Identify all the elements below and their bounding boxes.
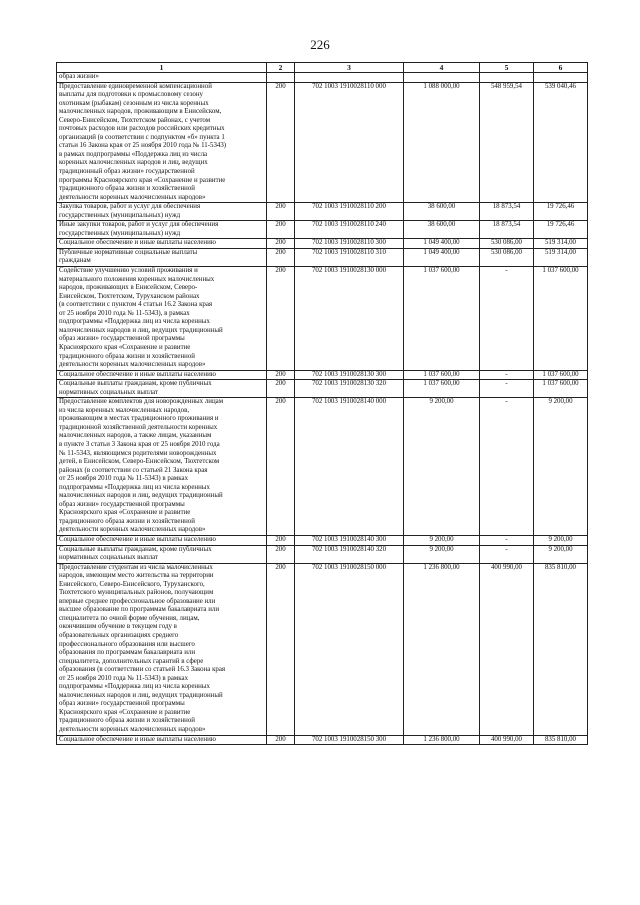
row-executed-cell <box>480 248 534 266</box>
row-remainder-cell <box>534 221 588 239</box>
row-remainder-cell-text: 519 314,00 <box>544 239 576 247</box>
row-classification-cell-text: 702 1003 1910028140 000 <box>311 398 387 406</box>
row-remainder-cell-text: 539 040,46 <box>544 82 576 90</box>
row-code-cell-text: 200 <box>275 545 286 553</box>
table-row <box>57 203 588 221</box>
row-executed-cell <box>480 370 534 380</box>
row-code-cell-text: 200 <box>275 248 286 256</box>
row-executed-cell <box>480 545 534 563</box>
row-amount-cell <box>404 82 480 203</box>
row-classification-cell-text: 702 1003 1910028110 200 <box>312 203 386 211</box>
row-name-cell-text: Публичные нормативные социальные выплаты гражданам <box>59 248 198 265</box>
row-remainder-cell <box>534 203 588 221</box>
row-classification-cell-text: 702 1003 1910028150 300 <box>311 735 387 743</box>
row-classification-cell-text: 702 1003 1910028130 300 <box>311 370 387 378</box>
row-name-cell <box>57 370 267 380</box>
row-remainder-cell <box>534 239 588 249</box>
row-executed-cell <box>480 73 534 83</box>
row-name-cell <box>57 221 267 239</box>
row-name-cell <box>57 239 267 249</box>
row-remainder-cell-text: 1 037 600,00 <box>542 380 579 388</box>
row-remainder-cell <box>534 370 588 380</box>
row-classification-cell <box>295 563 404 735</box>
row-name-cell-text: Закупка товаров, работ и услуг для обеспечения государственных (муниципальных) нужд <box>59 203 201 219</box>
row-classification-cell-text: 702 1003 1910028110 000 <box>312 82 386 90</box>
table-row <box>57 73 588 83</box>
row-executed-cell-text: 18 873,54 <box>492 203 521 211</box>
row-executed-cell-text: 548 959,54 <box>490 82 522 90</box>
row-classification-cell-text: 702 1003 1910028130 320 <box>311 380 387 388</box>
row-amount-cell-text: 9 200,00 <box>429 398 454 406</box>
row-name-cell <box>57 267 267 371</box>
row-executed-cell <box>480 267 534 371</box>
row-code-cell-text: 200 <box>275 370 286 378</box>
row-name-cell <box>57 73 267 83</box>
row-amount-cell-text: 1 049 400,00 <box>423 239 460 247</box>
row-amount-cell-text: 1 088 000,00 <box>423 82 460 90</box>
row-remainder-cell-text: 9 200,00 <box>548 545 573 553</box>
row-executed-cell <box>480 221 534 239</box>
row-name-cell-text: Предоставление комплектов для новорожденных лицам из числа коренных малочисленных народов, проживающим в местах традиционного проживания и традиционной хозяйственной деятельности коренных малочисленных народов, а также лицам, указанным в пункте 3 статьи 3 Закона края от 25 ноября 2010 года № 11-5343, являющимся родителями новорожденных детей, в Енисейском, Северо-Енисейском, Тюхтетском районах (в соответствии со статьей 21 Закона края от 25 ноября 2010 года № 11-5343) в рамках подпрограммы «Поддержка лиц из числа коренных малочисленных народов и лиц, ведущих традиционный образ жизни» государственной программы Красноярского края «Сохранение и развитие традиционного образа жизни и хозяйственной деятельности коренных малочисленных народов» <box>59 398 224 534</box>
row-amount-cell-text: 1 037 600,00 <box>423 380 460 388</box>
row-remainder-cell-text: 835 810,00 <box>544 563 576 571</box>
header-col-4: 4 <box>404 63 480 73</box>
row-remainder-cell <box>534 735 588 745</box>
row-remainder-cell <box>534 535 588 545</box>
row-amount-cell-text: 9 200,00 <box>429 545 454 553</box>
row-amount-cell-text: 9 200,00 <box>429 535 454 543</box>
row-executed-cell-text: - <box>505 398 508 406</box>
row-classification-cell-text: 702 1003 1910028150 000 <box>311 563 387 571</box>
row-amount-cell <box>404 203 480 221</box>
row-name-cell-text: Социальное обеспечение и иные выплаты населению <box>59 239 216 247</box>
row-executed-cell-text: 400 990,00 <box>490 563 522 571</box>
row-executed-cell <box>480 535 534 545</box>
row-name-cell-text: Предоставление студентам из числа малочисленных народов, имеющим место жительства на территории Енисейского, Северо-Енисейского, Туруханского, Тюхтетского муниципальных районов, получающим впервые среднее профессиональное образование или высшее образование по программам бакалавриата или специалитета по очной форме обучения, лицам, окончившим обучение в текущем году в образовательных организациях среднего профессионального образования или высшего образования по программам бакалавриата или специалитета, дополнительных гарантий в сфере образования (в соответствии со статьей 16.3 Закона края от 25 ноября 2010 года № 11-5343) в рамках подпрограммы «Поддержка лиц из числа коренных малочисленных народов и лиц, ведущих традиционный образ жизни» государственной программы Красноярского края «Сохранение и развитие традиционного образа жизни и хозяйственной деятельности коренных малочисленных народов» <box>59 563 226 734</box>
row-name-cell <box>57 563 267 735</box>
page-number: 226 <box>310 37 330 52</box>
row-classification-cell <box>295 267 404 371</box>
row-code-cell <box>267 82 295 203</box>
row-classification-cell <box>295 221 404 239</box>
table-row <box>57 82 588 203</box>
row-remainder-cell <box>534 398 588 536</box>
row-name-cell-text: образ жизни» <box>59 73 99 80</box>
row-code-cell <box>267 248 295 266</box>
row-name-cell-text: Социальные выплаты гражданам, кроме публичных нормативных социальных выплат <box>59 545 212 562</box>
table-header-row <box>57 63 588 73</box>
row-name-cell-text: Социальное обеспечение и иные выплаты населению <box>59 535 216 543</box>
row-name-cell <box>57 380 267 398</box>
table-row <box>57 563 588 735</box>
row-code-cell-text: 200 <box>275 203 286 211</box>
row-executed-cell-text: 530 086,00 <box>490 248 522 256</box>
row-executed-cell-text: - <box>505 535 508 543</box>
row-classification-cell-text: 702 1003 1910028110 240 <box>312 221 386 229</box>
row-name-cell <box>57 398 267 536</box>
table-row <box>57 545 588 563</box>
row-classification-cell <box>295 248 404 266</box>
row-executed-cell-text: 18 873,54 <box>492 221 521 229</box>
row-remainder-cell <box>534 82 588 203</box>
row-amount-cell <box>404 267 480 371</box>
row-name-cell <box>57 248 267 266</box>
row-code-cell-text: 200 <box>275 563 286 571</box>
row-name-cell-text: Социальное обеспечение и иные выплаты населению <box>59 370 216 378</box>
row-classification-cell <box>295 380 404 398</box>
row-amount-cell-text: 38 600,00 <box>427 203 456 211</box>
row-amount-cell-text: 1 236 800,00 <box>423 563 460 571</box>
row-name-cell-text: Социальное обеспечение и иные выплаты населению <box>59 735 216 743</box>
row-executed-cell <box>480 563 534 735</box>
row-code-cell <box>267 203 295 221</box>
row-name-cell <box>57 735 267 745</box>
row-amount-cell <box>404 248 480 266</box>
row-amount-cell <box>404 370 480 380</box>
row-code-cell <box>267 545 295 563</box>
row-amount-cell-text: 1 037 600,00 <box>423 370 460 378</box>
row-name-cell-text: Содействие улучшению условий проживания и материального положения коренных малочисленных народов, проживающих в Енисейском, Северо- Енисейском, Тюхтетском, Туруханском районах (в соответствии с пунктом 4 статьи 16.2 Закона края от 25 ноября 2010 года № 11-5343), в рамках подпрограммы «Поддержка лиц из числа коренных малочисленных народов и лиц, ведущих традиционный образ жизни» государственной программы Красноярского края «Сохранение и развитие традиционного образа жизни и хозяйственной деятельности коренных малочисленных народов» <box>59 267 223 369</box>
row-classification-cell <box>295 203 404 221</box>
header-col-1: 1 <box>57 63 267 73</box>
row-amount-cell-text: 1 049 400,00 <box>423 248 460 256</box>
row-classification-cell <box>295 535 404 545</box>
row-code-cell-text: 200 <box>275 239 286 247</box>
row-amount-cell <box>404 735 480 745</box>
row-remainder-cell-text: 19 726,46 <box>546 203 575 211</box>
row-classification-cell-text: 702 1003 1910028140 320 <box>311 545 387 553</box>
table-row <box>57 535 588 545</box>
row-code-cell-text: 200 <box>275 267 286 275</box>
row-executed-cell <box>480 82 534 203</box>
row-name-cell-text: Иные закупки товаров, работ и услуг для обеспечения государственных (муниципальных) нужд <box>59 221 219 237</box>
row-amount-cell <box>404 380 480 398</box>
row-classification-cell-text: 702 1003 1910028130 000 <box>311 267 387 275</box>
row-executed-cell-text: 400 990,00 <box>490 735 522 743</box>
row-name-cell-text: Предоставление единовременной компенсационной выплаты для подготовки к промысловому сезону охотникам (рыбакам) сезонным из числа коренных малочисленных народов, проживающим в Енисейском, Северо-Енисейском, Тюхтетском районах, с учетом почтовых расходов или расходов российских кредитных организаций (в соответствии с подпунктом «б» пункта 1 статьи 16 Закона края от 25 ноября 2010 года № 11-5343) в рамках подпрограммы «Поддержка лиц из числа коренных малочисленных народов и лиц, ведущих традиционный образ жизни» государственной программы Красноярского края «Сохранение и развитие традиционного образа жизни и хозяйственной деятельности коренных малочисленных народов» <box>59 82 227 201</box>
row-remainder-cell-text: 519 314,00 <box>544 248 576 256</box>
row-classification-cell <box>295 735 404 745</box>
row-executed-cell-text: 530 086,00 <box>490 239 522 247</box>
header-col-3: 3 <box>295 63 404 73</box>
row-amount-cell <box>404 563 480 735</box>
row-name-cell-text: Социальные выплаты гражданам, кроме публичных нормативных социальных выплат <box>59 380 212 396</box>
table-row <box>57 267 588 371</box>
row-classification-cell-text: 702 1003 1910028140 300 <box>311 535 387 543</box>
row-classification-cell-text: 702 1003 1910028110 310 <box>312 248 386 256</box>
row-amount-cell <box>404 545 480 563</box>
row-amount-cell <box>404 221 480 239</box>
row-code-cell <box>267 370 295 380</box>
row-code-cell <box>267 563 295 735</box>
table-row <box>57 380 588 398</box>
row-remainder-cell-text: 9 200,00 <box>548 535 573 543</box>
table-row <box>57 735 588 745</box>
row-remainder-cell-text: 1 037 600,00 <box>542 370 579 378</box>
row-amount-cell <box>404 398 480 536</box>
table-row <box>57 239 588 249</box>
budget-table <box>56 62 588 745</box>
table-row <box>57 248 588 266</box>
row-remainder-cell-text: 1 037 600,00 <box>542 267 579 275</box>
row-amount-cell-text: 38 600,00 <box>427 221 456 229</box>
row-remainder-cell <box>534 248 588 266</box>
row-classification-cell-text: 702 1003 1910028110 300 <box>312 239 386 247</box>
row-code-cell <box>267 735 295 745</box>
row-code-cell <box>267 221 295 239</box>
row-code-cell <box>267 380 295 398</box>
row-amount-cell <box>404 535 480 545</box>
row-executed-cell <box>480 735 534 745</box>
row-remainder-cell <box>534 380 588 398</box>
row-remainder-cell-text: 19 726,46 <box>546 221 575 229</box>
row-executed-cell <box>480 380 534 398</box>
row-classification-cell <box>295 370 404 380</box>
row-code-cell <box>267 73 295 83</box>
row-remainder-cell <box>534 267 588 371</box>
table-row <box>57 370 588 380</box>
table-body <box>57 73 588 745</box>
header-col-5: 5 <box>480 63 534 73</box>
row-executed-cell <box>480 239 534 249</box>
header-col-2: 2 <box>267 63 295 73</box>
row-name-cell <box>57 203 267 221</box>
row-amount-cell <box>404 239 480 249</box>
row-code-cell <box>267 267 295 371</box>
row-remainder-cell-text: 835 810,00 <box>544 735 576 743</box>
row-name-cell <box>57 82 267 203</box>
row-code-cell-text: 200 <box>275 221 286 229</box>
row-executed-cell-text: - <box>505 267 508 275</box>
row-classification-cell <box>295 545 404 563</box>
row-remainder-cell <box>534 563 588 735</box>
row-executed-cell-text: - <box>505 380 508 388</box>
row-classification-cell <box>295 82 404 203</box>
row-classification-cell <box>295 398 404 536</box>
row-classification-cell <box>295 239 404 249</box>
row-name-cell <box>57 545 267 563</box>
row-code-cell-text: 200 <box>275 380 286 388</box>
row-amount-cell <box>404 73 480 83</box>
row-name-cell <box>57 535 267 545</box>
row-executed-cell <box>480 398 534 536</box>
row-code-cell-text: 200 <box>275 735 286 743</box>
row-executed-cell <box>480 203 534 221</box>
row-executed-cell-text: - <box>505 370 508 378</box>
row-code-cell <box>267 535 295 545</box>
row-code-cell <box>267 239 295 249</box>
row-remainder-cell <box>534 545 588 563</box>
row-amount-cell-text: 1 037 600,00 <box>423 267 460 275</box>
row-remainder-cell-text: 9 200,00 <box>548 398 573 406</box>
row-code-cell-text: 200 <box>275 82 286 90</box>
table-row <box>57 221 588 239</box>
row-code-cell-text: 200 <box>275 398 286 406</box>
row-classification-cell <box>295 73 404 83</box>
row-remainder-cell <box>534 73 588 83</box>
row-code-cell-text: 200 <box>275 535 286 543</box>
header-col-6: 6 <box>534 63 588 73</box>
row-executed-cell-text: - <box>505 545 508 553</box>
row-amount-cell-text: 1 236 800,00 <box>423 735 460 743</box>
table-row <box>57 398 588 536</box>
row-code-cell <box>267 398 295 536</box>
